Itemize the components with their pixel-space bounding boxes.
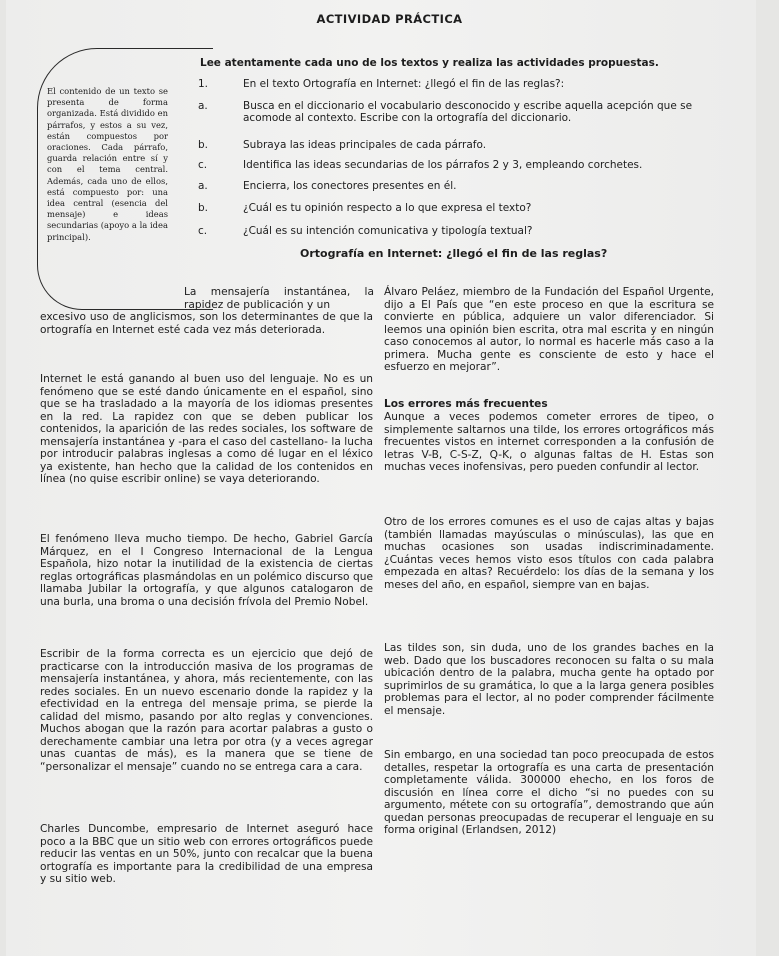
task-number: a. [198,180,208,192]
paragraph: Charles Duncombe, empresario de Internet aseguró hace poco a la BBC que un sitio web con errores ortográficos puede reducir las ventas en un 50%, junto con recalcar que la buena ortografía es importante para la credibilidad de una empresa y su sitio web. [40,823,373,885]
paragraph: Otro de los errores comunes es el uso de cajas altas y bajas (también llamadas mayúsculas o minúsculas), las que en muchas ocasiones son usadas indiscriminadamente. ¿Cuántas veces hemos visto esos títulos con cada palabra empezada en altas? Recuérdelo: los días de la semana y los meses del año, en español, siempre van en bajas. [384,516,714,591]
task-text: Busca en el diccionario el vocabulario desconocido y escribe aquella acepción que se acomode al contexto. Escribe con la ortografía del diccionario. [243,100,693,124]
page-title: ACTIVIDAD PRÁCTICA [316,12,463,26]
sidebox-text: El contenido de un texto se presenta de forma organizada. Está dividido en párrafos, y estos a su vez, están compuestos por oraciones. Cada párrafo, guarda relación entre sí y con el tema central. Además, cada uno de ellos, está compuesto por: una idea central (esencia del mensaje) e ideas secundarias (apoyo a la idea principal). [47,86,168,242]
task-text: ¿Cuál es tu opinión respecto a lo que expresa el texto? [243,202,532,214]
task-text: Subraya las ideas principales de cada párrafo. [243,139,487,151]
instructions: Lee atentamente cada uno de los textos y realiza las actividades propuestas. [200,57,659,69]
paragraph: Sin embargo, en una sociedad tan poco preocupada de estos detalles, respetar la ortografía es una carta de presentación completamente válida. 300000 ehecho, en los foros de discusión en línea corre el dicho “si no puedes con su argumento, métete con su ortografía”, demostrando que aún quedan personas preocupadas de recuperar el lenguaje en su forma original (Erlandsen, 2012) [384,749,714,836]
paragraph: La mensajería instantánea, la rapidez de publicación y un [184,286,374,311]
task-number: c. [198,225,208,237]
paragraph: excesivo uso de anglicismos, son los determinantes de que la ortografía en Internet esté cada vez más deteriorada. [40,311,373,336]
task-list [0,78,779,248]
paragraph: Internet le está ganando al buen uso del lenguaje. No es un fenómeno que se esté dando únicamente en el español, sino que se ha trasladado a la mayoría de los idiomas presentes en la red. La rapidez con que se deben publicar los contenidos, la aparición de las redes sociales, los software de mensajería instantánea y -para el caso del castellano- la lucha por introducir palabras inglesas a como dé lugar en el léxico ya existente, han hecho que la calidad de los contenidos en línea (no quise escribir online) se vaya deteriorando. [40,373,373,485]
paragraph: Aunque a veces podemos cometer errores de tipeo, o simplemente saltarnos una tilde, los errores ortográficos más frecuentes vistos en internet corresponden a la confusión de letras V-B, C-S-Z, Q-K, o algunas faltas de H. Estas son muchas veces inofensivas, pero pueden confundir al lector. [384,411,714,473]
task-number: b. [198,202,209,214]
task-number: b. [198,139,209,151]
task-text: Identifica las ideas secundarias de los párrafos 2 y 3, empleando corchetes. [243,159,643,171]
task-number: c. [198,159,208,171]
task-text: En el texto Ortografía en Internet: ¿llegó el fin de las reglas?: [243,78,565,90]
paragraph: Las tildes son, sin duda, uno de los grandes baches en la web. Dado que los buscadores reconocen su falta o su mala ubicación dentro de la palabra, mucha gente ha optado por suprimirlos de su gramática, lo que a la larga genera posibles problemas para el lector, al no poder comprender fácilmente el mensaje. [384,642,714,717]
section-subtitle: Los errores más frecuentes [384,398,548,410]
task-text: ¿Cuál es su intención comunicativa y tipología textual? [243,225,533,237]
task-text: Encierra, los conectores presentes en él. [243,180,457,192]
paragraph: Álvaro Peláez, miembro de la Fundación del Español Urgente, dijo a El País que “en este proceso en que la escritura se convierte en pública, adquiere un valor diferenciador. Si leemos una opinión bien escrita, otra mal escrita y en ningún caso conocemos al autor, lo normal es hacerle más caso a la primera. Mucha gente es consciente de esto y hace el esfuerzo en mejorar”. [384,286,714,373]
paragraph: El fenómeno lleva mucho tiempo. De hecho, Gabriel García Márquez, en el I Congreso Internacional de la Lengua Española, hizo notar la inutilidad de la existencia de ciertas reglas ortográficas plasmándolas en un polémico discurso que llamaba Jubilar la ortografía, y que algunos catalogaron de una burla, una broma o una decisión frívola del Premio Nobel. [40,533,373,608]
paragraph: Escribir de la forma correcta es un ejercicio que dejó de practicarse con la introducción masiva de los programas de mensajería instantánea, y ahora, más recientemente, con las redes sociales. En un nuevo escenario donde la rapidez y la efectividad en la entrega del mensaje prima, se pierde la calidad del mismo, pasando por alto reglas y convenciones. Muchos abogan que la razón para acortar palabras a gusto o derechamente cambiar una letra por otra (y a veces agregar unas cuantas de más), es la manera que se tiene de “personalizar el mensaje” cuando no se entrega cara a cara. [40,648,373,773]
task-number: a. [198,100,208,112]
article-title: Ortografía en Internet: ¿llegó el fin de las reglas? [300,247,608,260]
task-number: 1. [198,78,209,90]
